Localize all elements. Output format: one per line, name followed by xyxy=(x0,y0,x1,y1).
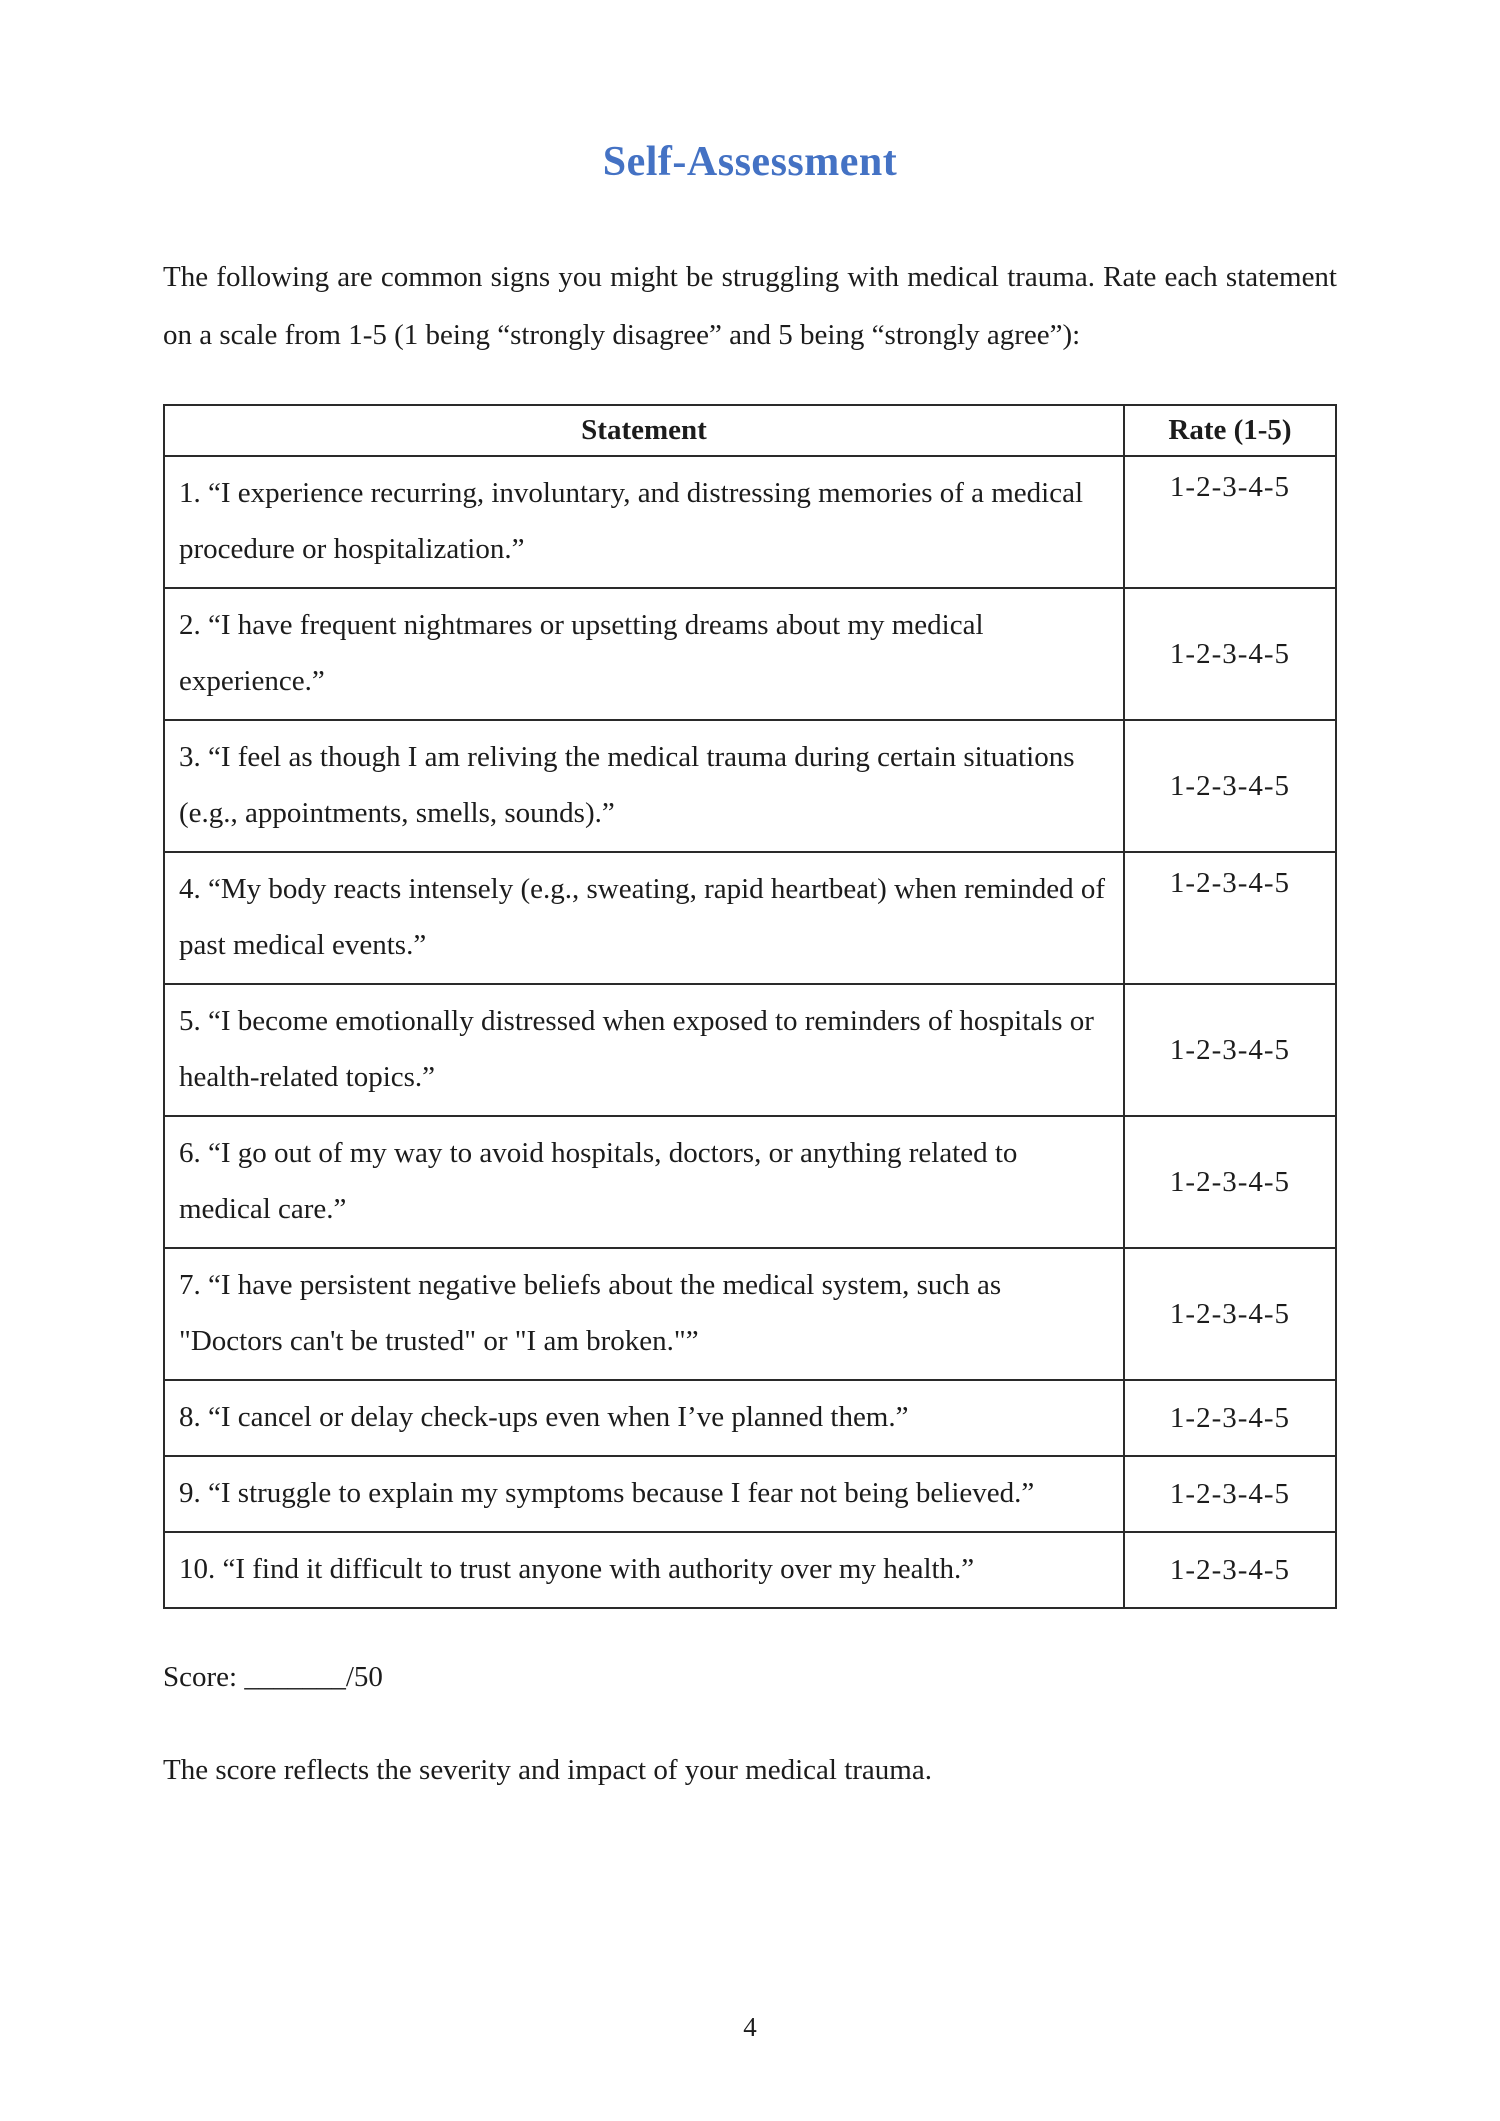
table-row xyxy=(164,1532,1336,1608)
rate-cell: 1-2-3-4-5 xyxy=(1124,1456,1336,1532)
table-row xyxy=(164,720,1336,852)
statement-cell: 6. “I go out of my way to avoid hospitals, doctors, or anything related to medical care.” xyxy=(164,1116,1124,1248)
score-label: Score: xyxy=(163,1661,238,1693)
statement-cell: 3. “I feel as though I am reliving the medical trauma during certain situations (e.g., appointments, smells, sounds).” xyxy=(164,720,1124,852)
rate-cell: 1-2-3-4-5 xyxy=(1124,1380,1336,1456)
intro-paragraph: The following are common signs you might be struggling with medical trauma. Rate each statement on a scale from 1-5 (1 being “strongly disagree” and 5 being “strongly agree”): xyxy=(163,261,1337,351)
rate-cell: 1-2-3-4-5 xyxy=(1124,1116,1336,1248)
assessment-table xyxy=(163,404,1337,1609)
table-row xyxy=(164,984,1336,1116)
statement-cell: 1. “I experience recurring, involuntary, and distressing memories of a medical procedure or hospitalization.” xyxy=(164,456,1124,588)
table-row xyxy=(164,1456,1336,1532)
table-header-row xyxy=(164,405,1336,456)
table-row xyxy=(164,1116,1336,1248)
rate-cell: 1-2-3-4-5 xyxy=(1124,984,1336,1116)
table-row xyxy=(164,588,1336,720)
statement-cell: 2. “I have frequent nightmares or upsetting dreams about my medical experience.” xyxy=(164,588,1124,720)
statement-cell: 5. “I become emotionally distressed when exposed to reminders of hospitals or health-related topics.” xyxy=(164,984,1124,1116)
table-row xyxy=(164,1380,1336,1456)
statement-cell: 8. “I cancel or delay check-ups even when I’ve planned them.” xyxy=(164,1380,1124,1456)
table-row xyxy=(164,456,1336,588)
rate-cell: 1-2-3-4-5 xyxy=(1124,1248,1336,1380)
rate-cell: 1-2-3-4-5 xyxy=(1124,588,1336,720)
rate-cell: 1-2-3-4-5 xyxy=(1124,720,1336,852)
score-note: The score reflects the severity and impact of your medical trauma. xyxy=(163,1754,932,1786)
statement-cell: 7. “I have persistent negative beliefs about the medical system, such as "Doctors can't be trusted" or "I am broken."” xyxy=(164,1248,1124,1380)
table-row xyxy=(164,852,1336,984)
statement-cell: 10. “I find it difficult to trust anyone with authority over my health.” xyxy=(164,1532,1124,1608)
statement-column-header: Statement xyxy=(164,405,1124,456)
score-total: /50 xyxy=(345,1661,383,1693)
score-blank: _______ xyxy=(244,1661,346,1693)
page-title: Self-Assessment xyxy=(602,139,898,185)
page-number: 4 xyxy=(743,2012,757,2042)
table-row xyxy=(164,1248,1336,1380)
statement-cell: 4. “My body reacts intensely (e.g., sweating, rapid heartbeat) when reminded of past medical events.” xyxy=(164,852,1124,984)
rate-cell: 1-2-3-4-5 xyxy=(1124,456,1336,588)
rate-column-header: Rate (1-5) xyxy=(1124,405,1336,456)
rate-cell: 1-2-3-4-5 xyxy=(1124,852,1336,984)
score-line xyxy=(163,1661,1337,1694)
rate-cell: 1-2-3-4-5 xyxy=(1124,1532,1336,1608)
statement-cell: 9. “I struggle to explain my symptoms because I fear not being believed.” xyxy=(164,1456,1124,1532)
